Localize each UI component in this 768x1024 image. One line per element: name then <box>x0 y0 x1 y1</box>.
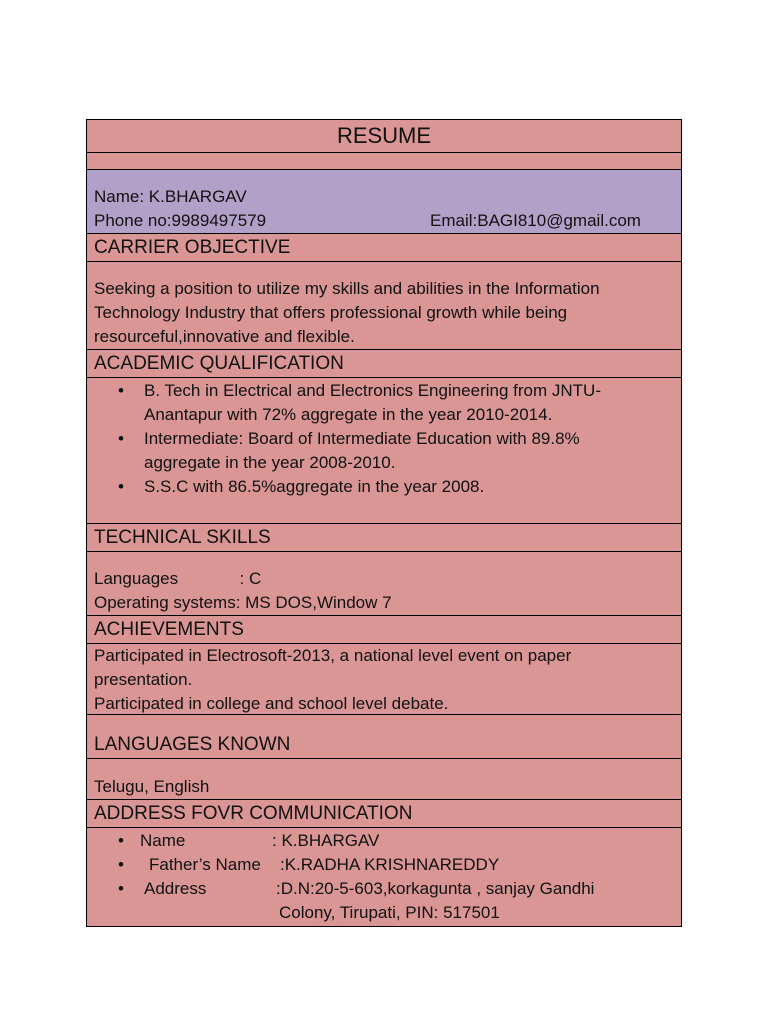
resume-title: RESUME <box>336 123 432 148</box>
achievements-heading: ACHIEVEMENTS <box>94 619 244 640</box>
list-item <box>94 853 674 877</box>
academic-body-row <box>86 378 682 524</box>
bullet-icon: • <box>118 855 124 874</box>
achievements-body-row <box>86 644 682 715</box>
academic-list <box>94 379 674 499</box>
father-name-label: Father’s Name <box>149 855 261 874</box>
list-item-text: S.S.C with 86.5%aggregate in the year 2008. <box>144 477 485 496</box>
bullet-icon: • <box>118 879 124 898</box>
academic-heading-row <box>86 350 682 378</box>
languages-known-heading-row <box>86 715 682 759</box>
address-value-line: Colony, Tirupati, PIN: 517501 <box>279 903 500 922</box>
achievements-heading-row <box>86 616 682 644</box>
objective-body-row <box>86 262 682 350</box>
technical-heading-row <box>86 524 682 552</box>
languages-known-body-row <box>86 759 682 800</box>
list-item-text: Intermediate: Board of Intermediate Education with 89.8% <box>144 429 580 448</box>
father-name-value: :K.RADHA KRISHNAREDDY <box>280 855 500 874</box>
list-item <box>94 829 674 853</box>
contact-row <box>86 170 682 234</box>
address-name-value: : K.BHARGAV <box>272 831 380 850</box>
objective-line: Seeking a position to utilize my skills and abilities in the Information <box>94 279 600 298</box>
address-label: Address <box>144 879 207 898</box>
resume-title-row <box>86 120 682 153</box>
contact-phone: Phone no:9989497579 <box>94 211 267 230</box>
technical-os: Operating systems: MS DOS,Window 7 <box>94 593 392 612</box>
objective-line: resourceful,innovative and flexible. <box>94 327 355 346</box>
objective-heading: CARRIER OBJECTIVE <box>94 237 291 258</box>
list-item-text: aggregate in the year 2008-2010. <box>144 453 396 472</box>
resume-table <box>86 119 682 927</box>
address-name-label: Name <box>140 831 186 850</box>
bullet-icon: • <box>118 477 124 496</box>
achievement-line: Participated in Electrosoft-2013, a national level event on paper <box>94 646 572 665</box>
achievement-line: presentation. <box>94 670 193 689</box>
list-item-text: Anantapur with 72% aggregate in the year 2010-2014. <box>144 405 553 424</box>
academic-heading: ACADEMIC QUALIFICATION <box>94 353 344 374</box>
technical-languages: Languages : C <box>94 569 262 588</box>
address-value-line: :D.N:20-5-603,korkagunta , sanjay Gandhi <box>276 879 595 898</box>
address-heading: ADDRESS FOVR COMMUNICATION <box>94 803 413 824</box>
address-body-row <box>86 828 682 927</box>
contact-name: Name: K.BHARGAV <box>94 187 247 206</box>
technical-body-row <box>86 552 682 616</box>
contact-email: Email:BAGI810@gmail.com <box>430 211 641 230</box>
address-heading-row <box>86 800 682 828</box>
technical-heading: TECHNICAL SKILLS <box>94 527 271 548</box>
objective-line: Technology Industry that offers professional growth while being <box>94 303 568 322</box>
achievement-line: Participated in college and school level debate. <box>94 694 449 713</box>
list-item <box>94 379 674 427</box>
bullet-icon: • <box>118 381 124 400</box>
objective-heading-row <box>86 234 682 262</box>
languages-known-value: Telugu, English <box>94 777 210 796</box>
bullet-icon: • <box>118 831 124 850</box>
list-item-text: B. Tech in Electrical and Electronics Engineering from JNTU- <box>144 381 601 400</box>
bullet-icon: • <box>118 429 124 448</box>
list-item <box>94 475 674 499</box>
list-item <box>94 427 674 475</box>
list-item <box>94 877 674 925</box>
address-list <box>94 829 674 925</box>
spacer-row <box>86 153 682 170</box>
languages-known-heading: LANGUAGES KNOWN <box>94 734 291 755</box>
